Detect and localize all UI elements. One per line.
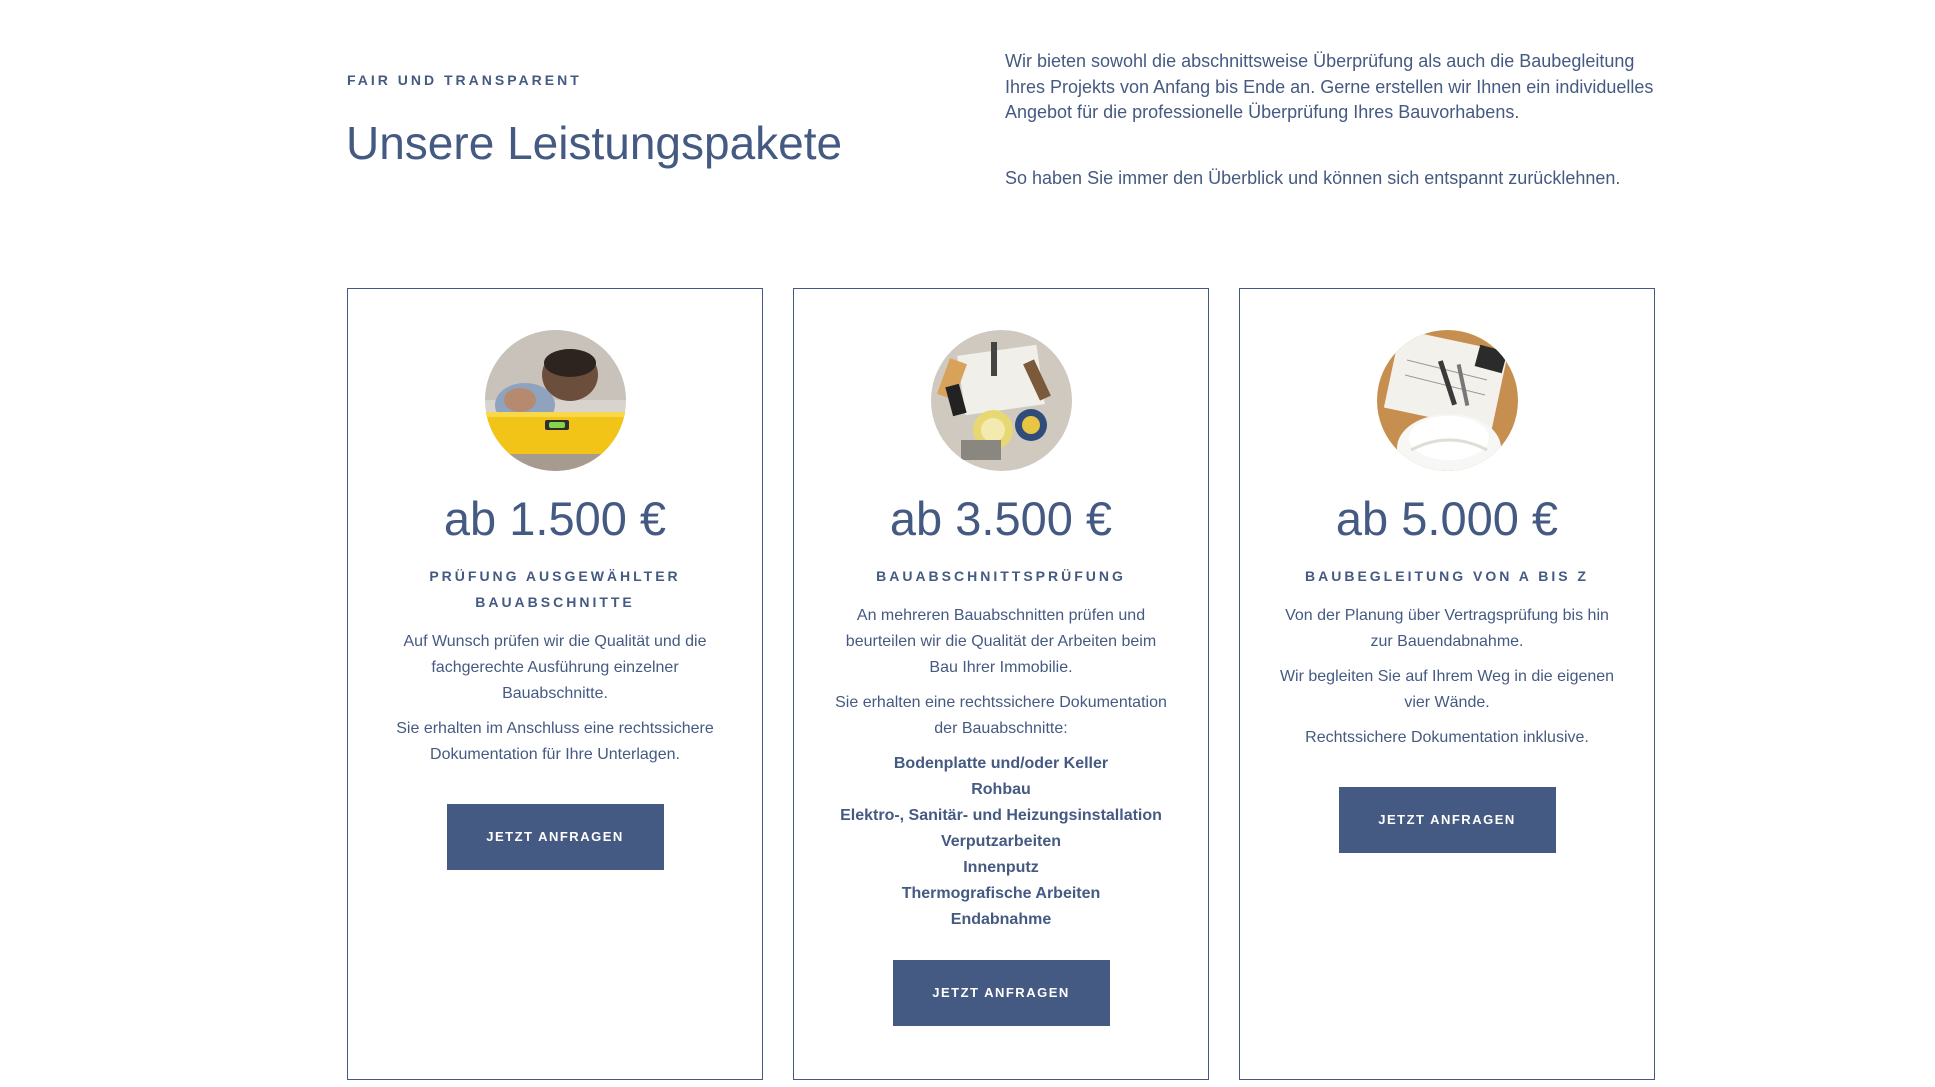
package-price: ab 5.000 € bbox=[1335, 492, 1559, 545]
package-description bbox=[831, 603, 1171, 933]
package-description bbox=[385, 629, 725, 768]
package-card bbox=[1239, 288, 1655, 1080]
request-button[interactable]: JETZT ANFRAGEN bbox=[447, 804, 664, 870]
helmet-and-blueprints-photo bbox=[1377, 330, 1518, 471]
package-title: BAUBEGLEITUNG VON A BIS Z bbox=[1305, 567, 1589, 584]
package-paragraph: Auf Wunsch prüfen wir die Qualität und die fachgerechte Ausführung einzelner Bauabschnitte. bbox=[403, 632, 707, 702]
package-card bbox=[347, 288, 763, 1080]
list-item: Innenputz bbox=[963, 858, 1039, 876]
list-item: Rohbau bbox=[971, 780, 1031, 798]
package-paragraph: Sie erhalten im Anschluss eine rechtssichere Dokumentation für Ihre Unterlagen. bbox=[396, 719, 714, 763]
package-title: BAUABSCHNITTSPRÜFUNG bbox=[876, 567, 1126, 584]
worker-with-spirit-level-photo bbox=[485, 330, 626, 471]
list-item: Bodenplatte und/oder Keller bbox=[893, 754, 1109, 772]
intro-paragraph: So haben Sie immer den Überblick und können sich entspannt zurücklehnen. bbox=[1005, 167, 1621, 188]
package-title: PRÜFUNG AUSGEWÄHLTER BAUABSCHNITTE bbox=[429, 567, 681, 610]
package-card bbox=[793, 288, 1209, 1080]
list-item: Thermografische Arbeiten bbox=[901, 884, 1101, 902]
page-title: Unsere Leistungspakete bbox=[346, 117, 843, 169]
intro-paragraph: Wir bieten sowohl die abschnittsweise Überprüfung als auch die Baubegleitung Ihres Projekts von Anfang bis Ende an. Gerne erstellen wir Ihnen ein individuelles Angebot für die professionelle Überprüfung Ihres Bauvorhabens. bbox=[1005, 51, 1654, 122]
package-paragraph: Wir begleiten Sie auf Ihrem Weg in die eigenen vier Wände. bbox=[1279, 667, 1615, 711]
request-button[interactable]: JETZT ANFRAGEN bbox=[1339, 787, 1556, 853]
list-item: Elektro-, Sanitär- und Heizungsinstallation bbox=[840, 806, 1162, 824]
intro-text bbox=[1005, 49, 1665, 231]
package-price: ab 3.500 € bbox=[889, 492, 1113, 545]
package-paragraph: An mehreren Bauabschnitten prüfen und beurteilen wir die Qualität der Arbeiten beim Bau Ihrer Immobilie. bbox=[845, 606, 1157, 676]
package-paragraph: Rechtssichere Dokumentation inklusive. bbox=[1305, 728, 1589, 746]
construction-tools-overhead-photo bbox=[931, 330, 1072, 471]
list-item: Endabnahme bbox=[950, 910, 1052, 928]
eyebrow-label: FAIR UND TRANSPARENT bbox=[347, 72, 582, 88]
request-button[interactable]: JETZT ANFRAGEN bbox=[893, 960, 1110, 1026]
package-paragraph: Sie erhalten eine rechtssichere Dokumentation der Bauabschnitte: bbox=[835, 693, 1167, 737]
package-description bbox=[1277, 603, 1617, 751]
inspection-phase-list bbox=[831, 751, 1171, 933]
package-paragraph: Von der Planung über Vertragsprüfung bis hin zur Bauendabnahme. bbox=[1285, 606, 1609, 650]
package-price: ab 1.500 € bbox=[443, 492, 667, 545]
list-item: Verputzarbeiten bbox=[940, 832, 1062, 850]
